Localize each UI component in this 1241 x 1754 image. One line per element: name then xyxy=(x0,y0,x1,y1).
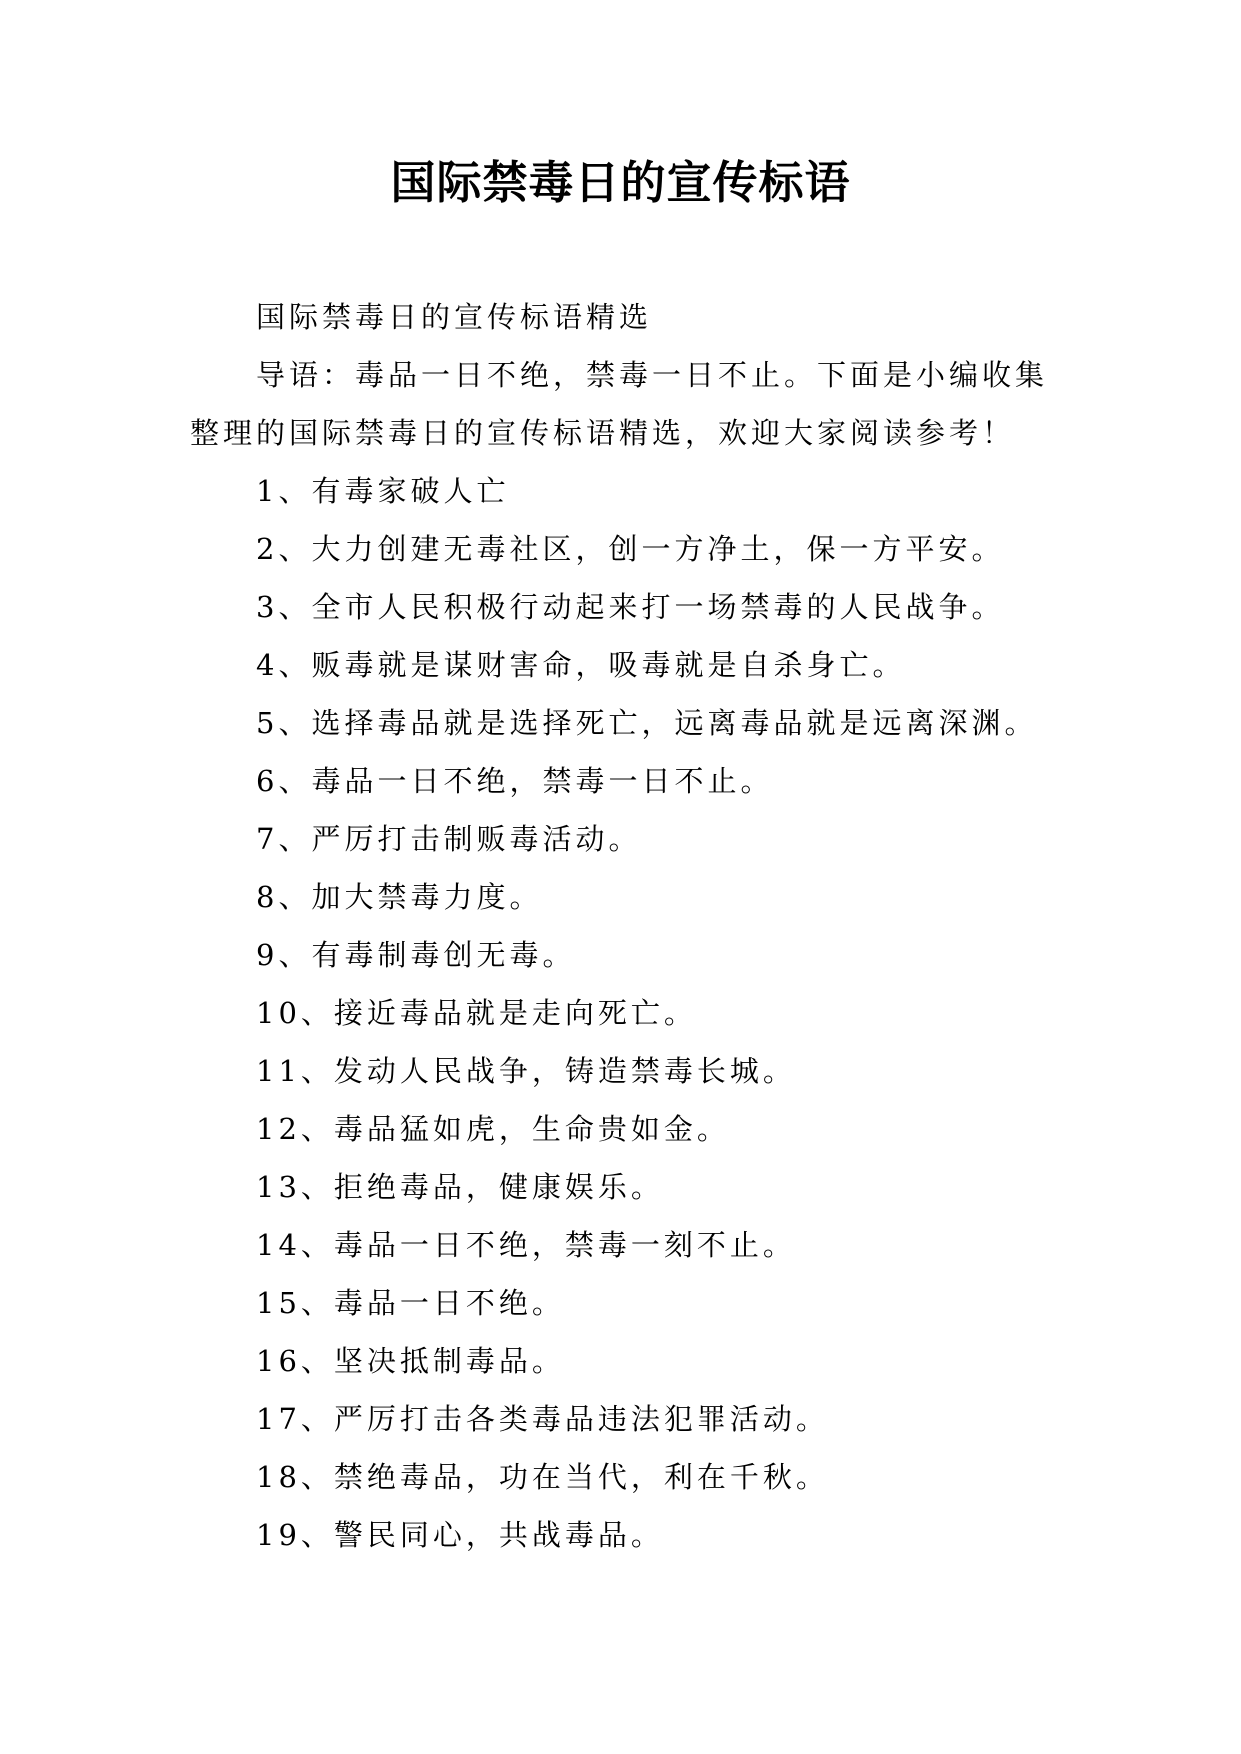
slogan-item: 10、接近毒品就是走向死亡。 xyxy=(256,996,697,1030)
slogan-item: 14、毒品一日不绝，禁毒一刻不止。 xyxy=(256,1228,796,1262)
document-body xyxy=(190,288,1070,1564)
slogan-item: 12、毒品猛如虎，生命贵如金。 xyxy=(256,1112,730,1146)
slogan-item: 5、选择毒品就是选择死亡，远离毒品就是远离深渊。 xyxy=(256,706,1038,740)
slogan-item: 17、严厉打击各类毒品违法犯罪活动。 xyxy=(256,1402,829,1436)
slogan-item: 8、加大禁毒力度。 xyxy=(256,880,543,914)
slogan-item: 2、大力创建无毒社区，创一方净土，保一方平安。 xyxy=(256,532,1005,566)
slogan-item: 3、全市人民积极行动起来打一场禁毒的人民战争。 xyxy=(256,590,1005,624)
slogan-item: 6、毒品一日不绝，禁毒一日不止。 xyxy=(256,764,774,798)
slogan-item: 16、坚决抵制毒品。 xyxy=(256,1344,565,1378)
subtitle-paragraph: 国际禁毒日的宣传标语精选 xyxy=(256,300,653,334)
document-title: 国际禁毒日的宣传标语 xyxy=(390,156,851,209)
slogan-item: 19、警民同心，共战毒品。 xyxy=(256,1518,664,1552)
slogan-item: 18、禁绝毒品，功在当代，利在千秋。 xyxy=(256,1460,829,1494)
slogan-item: 7、严厉打击制贩毒活动。 xyxy=(256,822,642,856)
slogan-item: 4、贩毒就是谋财害命，吸毒就是自杀身亡。 xyxy=(256,648,906,682)
slogan-item: 9、有毒制毒创无毒。 xyxy=(256,938,576,972)
slogan-item: 1、有毒家破人亡 xyxy=(256,474,510,508)
slogan-item: 13、拒绝毒品，健康娱乐。 xyxy=(256,1170,664,1204)
slogan-item: 15、毒品一日不绝。 xyxy=(256,1286,565,1320)
intro-paragraph: 导语：毒品一日不绝，禁毒一日不止。下面是小编收集整理的国际禁毒日的宣传标语精选，欢迎大家阅读参考！ xyxy=(190,358,1049,450)
slogan-item: 11、发动人民战争，铸造禁毒长城。 xyxy=(256,1054,796,1088)
